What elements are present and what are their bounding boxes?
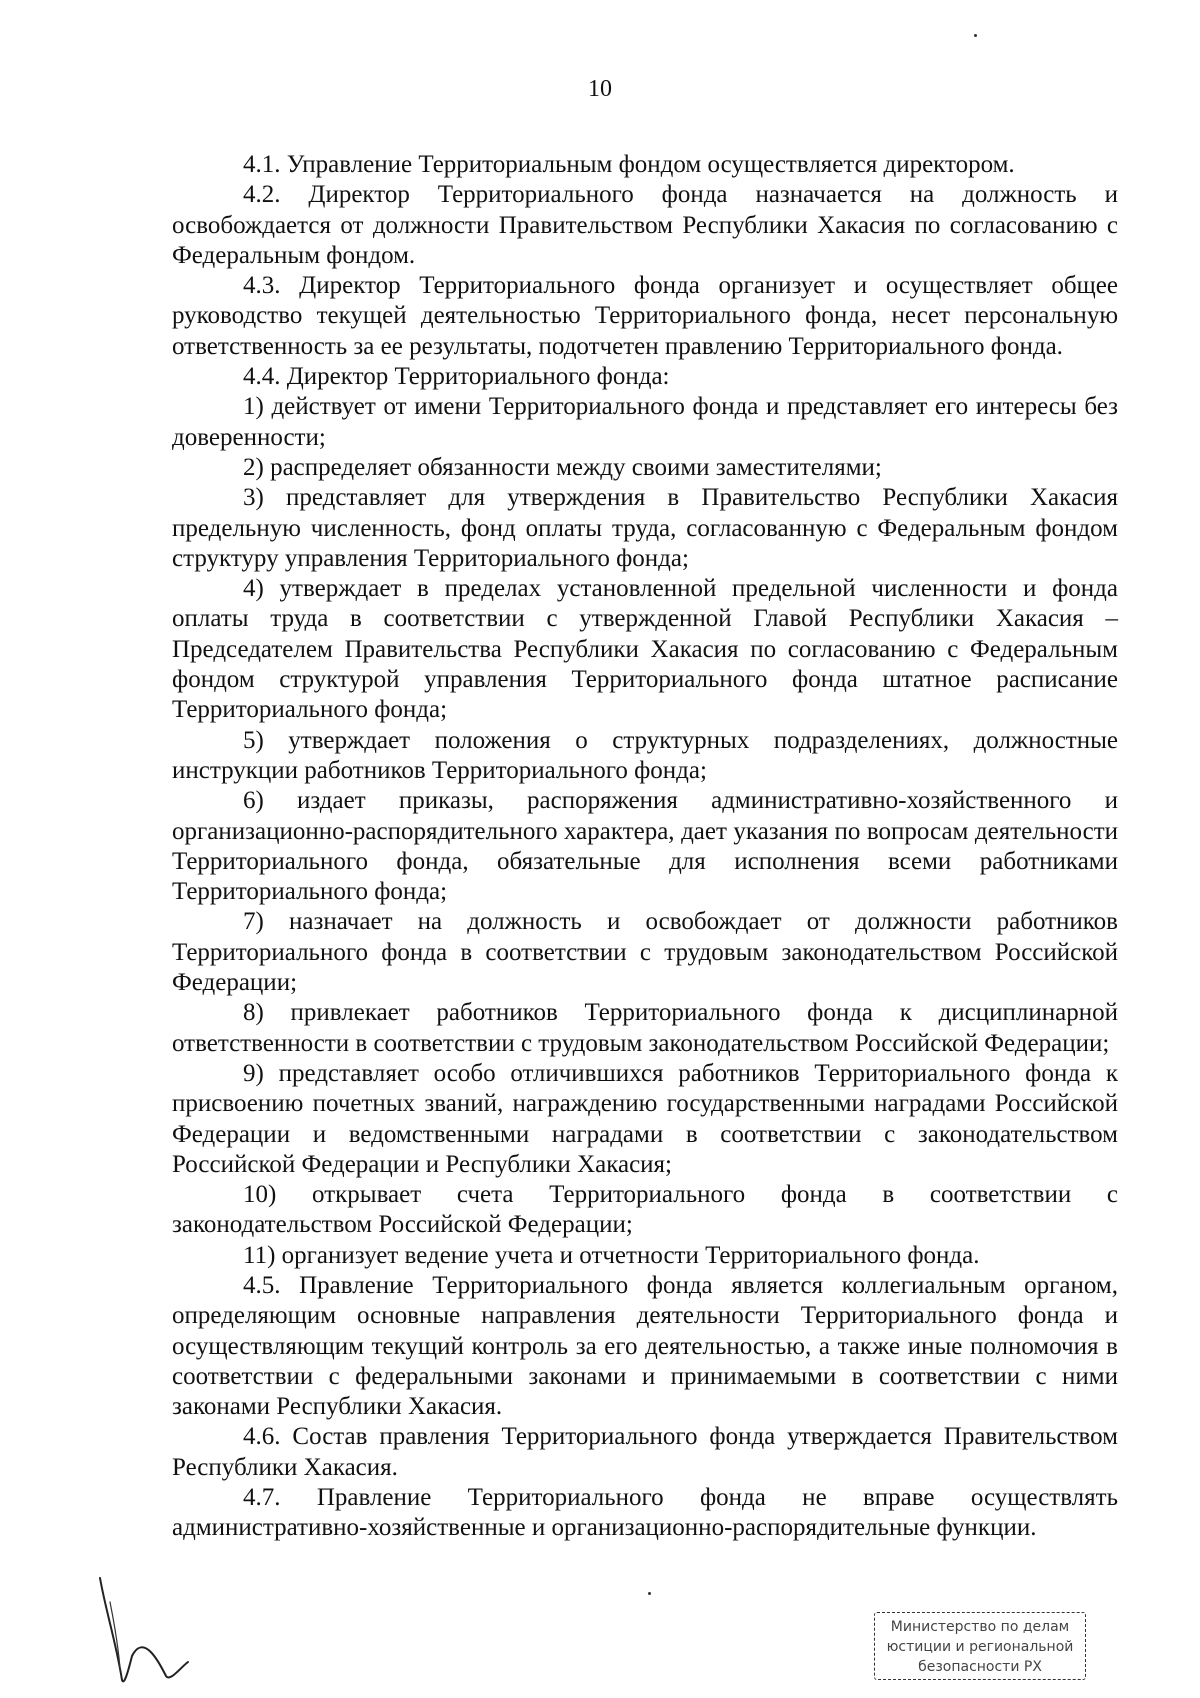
paragraph-4-6: 4.6. Состав правления Территориального фонда утверждается Правительством Республики Хакасия.	[172, 1423, 1118, 1481]
list-item-11: 11) организует ведение учета и отчетности Территориального фонда.	[243, 1241, 980, 1269]
list-item-8: 8) привлекает работников Территориального фонда к дисциплинарной ответственности в соответствии с трудовым законодательством Российской Федерации;	[172, 999, 1118, 1057]
paragraph-4-7: 4.7. Правление Территориального фонда не вправе осуществлять административно-хозяйственные и организационно-распорядительные функции.	[172, 1484, 1118, 1542]
paragraph-4-5: 4.5. Правление Территориального фонда является коллегиальным органом, определяющим основные направления деятельности Территориального фонда и осуществляющим текущий контроль за его деятельностью, а также иные полномочия в соответствии с федеральными законами и принимаемыми в соответствии с ними законами Республики Хакасия.	[172, 1271, 1118, 1421]
scan-speck	[648, 1592, 651, 1595]
paragraph-4-1: 4.1. Управление Территориальным фондом осуществляется директором.	[243, 151, 1015, 178]
list-item-6: 6) издает приказы, распоряжения административно-хозяйственного и организационно-распорядительного характера, дает указания по вопросам деятельности Территориального фонда, обязательные для исполнения всеми работниками Территориального фонда;	[172, 787, 1118, 906]
list-item-5: 5) утверждает положения о структурных подразделениях, должностные инструкции работников Территориального фонда;	[172, 726, 1118, 784]
stamp-line-1: Министерство по делам	[890, 1619, 1070, 1635]
paragraph-4-4: 4.4. Директор Территориального фонда:	[243, 363, 670, 391]
list-item-4: 4) утверждает в пределах установленной предельной численности и фонда оплаты труда в соответствии с утвержденной Главой Республики Хакасия – Председателем Правительства Республики Хакасия по согласованию с Федеральным фондом структурой управления Территориального фонда штатное расписание Территориального фонда;	[172, 575, 1118, 724]
stamp-line-3: безопасности РХ	[918, 1659, 1042, 1675]
scan-speck	[974, 34, 977, 37]
stamp-line-2: юстиции и региональной	[886, 1639, 1074, 1655]
signature-icon	[88, 1572, 198, 1692]
list-item-2: 2) распределяет обязанности между своими заместителями;	[243, 453, 882, 481]
list-item-3: 3) представляет для утверждения в Правительство Республики Хакасия предельную численность, фонд оплаты труда, согласованную с Федеральным фондом структуру управления Территориального фонда;	[172, 484, 1118, 572]
list-item-7: 7) назначает на должность и освобождает от должности работников Территориального фонда в соответствии с трудовым законодательством Российской Федерации;	[172, 908, 1118, 997]
document-body	[172, 150, 1118, 1544]
paragraph-4-2: 4.2. Директор Территориального фонда назначается на должность и освобождается от должности Правительством Республики Хакасия по согласованию с Федеральным фондом.	[172, 181, 1118, 269]
list-item-1: 1) действует от имени Территориального фонда и представляет его интересы без доверенности;	[172, 393, 1118, 451]
registration-stamp	[874, 1612, 1086, 1680]
list-item-10: 10) открывает счета Территориального фонда в соответствии с законодательством Российской Федерации;	[172, 1181, 1118, 1239]
page-number: 10	[588, 76, 612, 102]
list-item-9: 9) представляет особо отличившихся работников Территориального фонда к присвоению почетных званий, награждению государственными наградами Российской Федерации и ведомственными наградами в соответствии с законодательством Российской Федерации и Республики Хакасия;	[172, 1059, 1118, 1178]
paragraph-4-3: 4.3. Директор Территориального фонда организует и осуществляет общее руководство текущей деятельностью Территориального фонда, несет персональную ответственность за ее результаты, подотчетен правлению Территориального фонда.	[172, 272, 1118, 360]
